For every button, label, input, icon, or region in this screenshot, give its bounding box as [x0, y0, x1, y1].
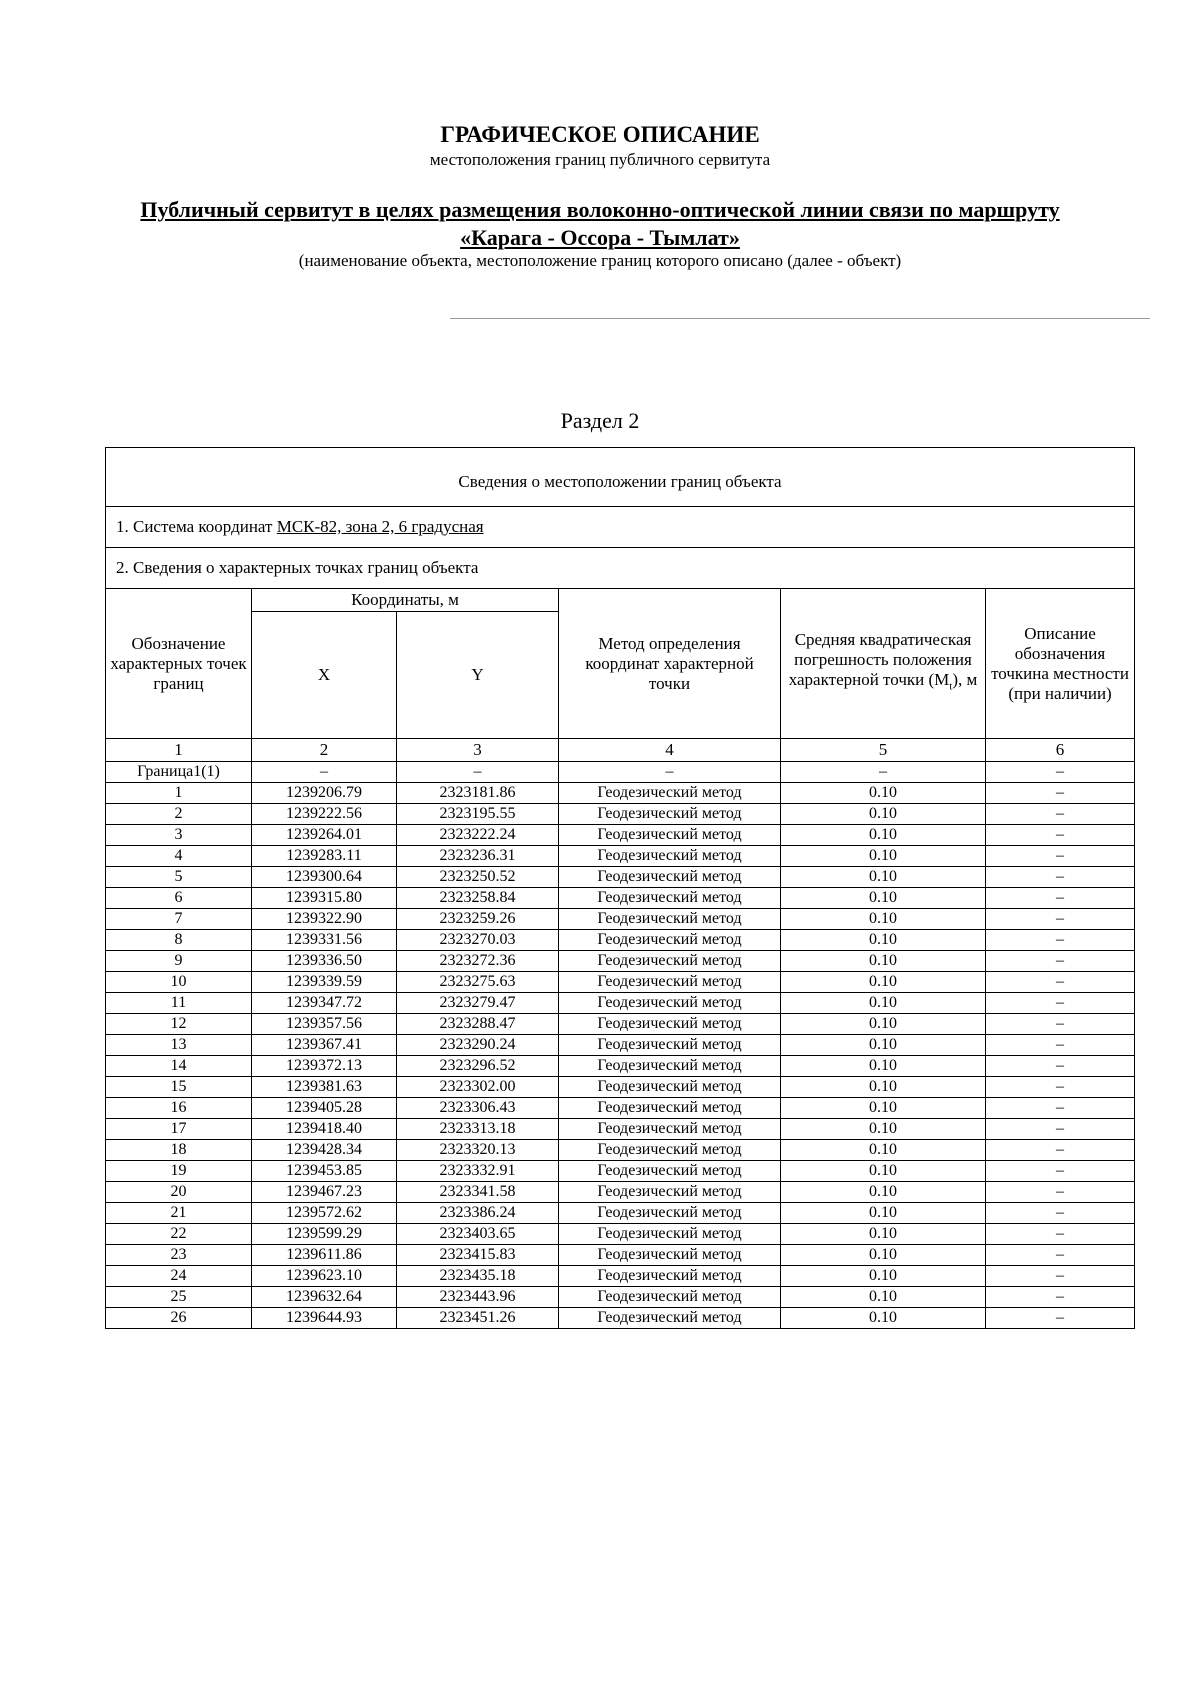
point-id: 6: [106, 888, 252, 909]
boundary-points-table: [105, 447, 1135, 1329]
table-row: [106, 825, 1135, 846]
coord-y: 2323302.00: [397, 1077, 559, 1098]
coord-y: 2323313.18: [397, 1119, 559, 1140]
method: Геодезический метод: [559, 1308, 781, 1329]
method: Геодезический метод: [559, 783, 781, 804]
table-row: [106, 867, 1135, 888]
coord-x: 1239418.40: [252, 1119, 397, 1140]
description: –: [986, 1308, 1135, 1329]
method: Геодезический метод: [559, 888, 781, 909]
coord-x: 1239339.59: [252, 972, 397, 993]
description: –: [986, 909, 1135, 930]
header-coordinates: Координаты, м: [252, 589, 559, 612]
method: Геодезический метод: [559, 972, 781, 993]
description: –: [986, 951, 1135, 972]
coord-x: 1239644.93: [252, 1308, 397, 1329]
table-row: [106, 888, 1135, 909]
error-value: 0.10: [781, 1182, 986, 1203]
coord-x: 1239367.41: [252, 1035, 397, 1056]
table-row: [106, 1266, 1135, 1287]
coord-y: 2323270.03: [397, 930, 559, 951]
document-title: ГРАФИЧЕСКОЕ ОПИСАНИЕ: [440, 122, 760, 147]
coord-y: 2323290.24: [397, 1035, 559, 1056]
method: Геодезический метод: [559, 1140, 781, 1161]
coord-y: 2323259.26: [397, 909, 559, 930]
error-value: 0.10: [781, 951, 986, 972]
coord-x: 1239336.50: [252, 951, 397, 972]
method: Геодезический метод: [559, 1161, 781, 1182]
point-id: 13: [106, 1035, 252, 1056]
table-title: Сведения о местоположении границ объекта: [106, 448, 1135, 507]
method: Геодезический метод: [559, 846, 781, 867]
description: –: [986, 1098, 1135, 1119]
error-value: 0.10: [781, 1203, 986, 1224]
table-row: [106, 1203, 1135, 1224]
table-row: [106, 1308, 1135, 1329]
method: Геодезический метод: [559, 1287, 781, 1308]
object-name-line-1: Публичный сервитут в целях размещения волоконно-оптической линии связи по маршруту: [140, 197, 1060, 222]
description: –: [986, 972, 1135, 993]
method: Геодезический метод: [559, 1203, 781, 1224]
column-number: 6: [986, 739, 1135, 762]
method: Геодезический метод: [559, 993, 781, 1014]
coord-x: 1239632.64: [252, 1287, 397, 1308]
method: Геодезический метод: [559, 930, 781, 951]
method: Геодезический метод: [559, 1014, 781, 1035]
table-row: [106, 951, 1135, 972]
object-name-line-2: «Карага - Оссора - Тымлат»: [460, 225, 740, 250]
coord-y: 2323275.63: [397, 972, 559, 993]
method: Геодезический метод: [559, 804, 781, 825]
coord-y: 2323181.86: [397, 783, 559, 804]
error-value: 0.10: [781, 825, 986, 846]
error-value: 0.10: [781, 804, 986, 825]
coord-y: 2323435.18: [397, 1266, 559, 1287]
description: –: [986, 1119, 1135, 1140]
method: Геодезический метод: [559, 867, 781, 888]
table-row: [106, 1224, 1135, 1245]
table-row: [106, 1035, 1135, 1056]
coord-y: 2323415.83: [397, 1245, 559, 1266]
table-row: [106, 762, 1135, 783]
table-row: [106, 1140, 1135, 1161]
point-id: 20: [106, 1182, 252, 1203]
coord-y: 2323386.24: [397, 1203, 559, 1224]
error-value: 0.10: [781, 1014, 986, 1035]
error-value: 0.10: [781, 1224, 986, 1245]
description: –: [986, 1245, 1135, 1266]
coord-x: 1239572.62: [252, 1203, 397, 1224]
table-row: [106, 930, 1135, 951]
point-id: 22: [106, 1224, 252, 1245]
description: –: [986, 1077, 1135, 1098]
point-id: 23: [106, 1245, 252, 1266]
coord-x: 1239322.90: [252, 909, 397, 930]
table-row: [106, 1182, 1135, 1203]
description: –: [986, 888, 1135, 909]
table-row: [106, 993, 1135, 1014]
coord-x: 1239222.56: [252, 804, 397, 825]
point-id: 14: [106, 1056, 252, 1077]
column-number: 4: [559, 739, 781, 762]
document-subtitle: местоположения границ публичного сервитута: [429, 150, 771, 169]
header-x: X: [252, 612, 397, 739]
coord-y: 2323296.52: [397, 1056, 559, 1077]
coord-x: 1239300.64: [252, 867, 397, 888]
method: Геодезический метод: [559, 1119, 781, 1140]
method: Геодезический метод: [559, 1182, 781, 1203]
coord-x: 1239347.72: [252, 993, 397, 1014]
coord-x: 1239599.29: [252, 1224, 397, 1245]
coord-x: 1239611.86: [252, 1245, 397, 1266]
description: –: [986, 1182, 1135, 1203]
error-value: –: [781, 762, 986, 783]
coord-y: 2323306.43: [397, 1098, 559, 1119]
description: –: [986, 1140, 1135, 1161]
method: Геодезический метод: [559, 951, 781, 972]
coord-y: –: [397, 762, 559, 783]
description: –: [986, 930, 1135, 951]
header-description: Описание обозначения точкина местности (при наличии): [986, 589, 1135, 739]
coord-y: 2323451.26: [397, 1308, 559, 1329]
method: Геодезический метод: [559, 1098, 781, 1119]
description: –: [986, 846, 1135, 867]
coord-x: 1239206.79: [252, 783, 397, 804]
description: –: [986, 993, 1135, 1014]
point-id: 15: [106, 1077, 252, 1098]
error-value: 0.10: [781, 846, 986, 867]
coord-y: 2323279.47: [397, 993, 559, 1014]
error-value: 0.10: [781, 888, 986, 909]
point-id: 18: [106, 1140, 252, 1161]
section-title: Раздел 2: [560, 408, 640, 433]
error-value: 0.10: [781, 783, 986, 804]
header-designation: Обозначение характерных точек границ: [106, 589, 252, 739]
coord-x: 1239357.56: [252, 1014, 397, 1035]
description: –: [986, 804, 1135, 825]
coord-x: 1239381.63: [252, 1077, 397, 1098]
points-heading: 2. Сведения о характерных точках границ объекта: [106, 548, 1135, 589]
description: –: [986, 783, 1135, 804]
error-value: 0.10: [781, 1308, 986, 1329]
error-value: 0.10: [781, 1035, 986, 1056]
description: –: [986, 1161, 1135, 1182]
point-id: 10: [106, 972, 252, 993]
error-value: 0.10: [781, 1077, 986, 1098]
point-id: 24: [106, 1266, 252, 1287]
method: Геодезический метод: [559, 1056, 781, 1077]
object-name: [100, 196, 1100, 252]
table-row: [106, 1161, 1135, 1182]
error-value: 0.10: [781, 972, 986, 993]
error-value: 0.10: [781, 1161, 986, 1182]
description: –: [986, 762, 1135, 783]
header-y: Y: [397, 612, 559, 739]
description: –: [986, 1266, 1135, 1287]
method: Геодезический метод: [559, 1077, 781, 1098]
point-id: 8: [106, 930, 252, 951]
coord-y: 2323222.24: [397, 825, 559, 846]
coord-y: 2323443.96: [397, 1287, 559, 1308]
coord-x: 1239264.01: [252, 825, 397, 846]
method: Геодезический метод: [559, 1224, 781, 1245]
point-id: 21: [106, 1203, 252, 1224]
coord-x: 1239453.85: [252, 1161, 397, 1182]
table-body: [106, 762, 1135, 1329]
table-row: [106, 1245, 1135, 1266]
coord-x: 1239372.13: [252, 1056, 397, 1077]
coord-x: 1239467.23: [252, 1182, 397, 1203]
point-id: 7: [106, 909, 252, 930]
point-id: 4: [106, 846, 252, 867]
table-header: [106, 448, 1135, 762]
coord-x: –: [252, 762, 397, 783]
point-id: 26: [106, 1308, 252, 1329]
description: –: [986, 825, 1135, 846]
description: –: [986, 1224, 1135, 1245]
coord-y: 2323320.13: [397, 1140, 559, 1161]
error-value: 0.10: [781, 1287, 986, 1308]
table-row: [106, 909, 1135, 930]
column-number: 5: [781, 739, 986, 762]
method: Геодезический метод: [559, 909, 781, 930]
object-name-caption: (наименование объекта, местоположение границ которого описано (далее - объект): [298, 251, 902, 270]
coord-y: 2323403.65: [397, 1224, 559, 1245]
point-id: 1: [106, 783, 252, 804]
method: Геодезический метод: [559, 1245, 781, 1266]
coord-y: 2323195.55: [397, 804, 559, 825]
coord-y: 2323341.58: [397, 1182, 559, 1203]
error-value: 0.10: [781, 1245, 986, 1266]
point-id: 11: [106, 993, 252, 1014]
coordinate-system-label: 1. Система координат: [116, 517, 277, 536]
method: Геодезический метод: [559, 1035, 781, 1056]
table-row: [106, 846, 1135, 867]
method: –: [559, 762, 781, 783]
table-row: [106, 1077, 1135, 1098]
description: –: [986, 867, 1135, 888]
column-number: 1: [106, 739, 252, 762]
error-value: 0.10: [781, 1119, 986, 1140]
table-row: [106, 1119, 1135, 1140]
error-value: 0.10: [781, 1266, 986, 1287]
header-error-subscript: t: [949, 680, 953, 693]
signature-line: [450, 318, 1150, 319]
coord-x: 1239315.80: [252, 888, 397, 909]
error-value: 0.10: [781, 1056, 986, 1077]
point-id: 16: [106, 1098, 252, 1119]
description: –: [986, 1287, 1135, 1308]
column-number: 3: [397, 739, 559, 762]
table-row: [106, 783, 1135, 804]
description: –: [986, 1203, 1135, 1224]
point-id: 5: [106, 867, 252, 888]
header-method: Метод определения координат характерной точки: [559, 589, 781, 739]
coord-x: 1239331.56: [252, 930, 397, 951]
error-value: 0.10: [781, 909, 986, 930]
coord-y: 2323332.91: [397, 1161, 559, 1182]
point-id: 3: [106, 825, 252, 846]
header-error: [781, 589, 986, 739]
method: Геодезический метод: [559, 825, 781, 846]
coord-y: 2323272.36: [397, 951, 559, 972]
coord-y: 2323288.47: [397, 1014, 559, 1035]
table-row: [106, 1287, 1135, 1308]
point-id: 25: [106, 1287, 252, 1308]
point-id: Граница1(1): [106, 762, 252, 783]
table-row: [106, 804, 1135, 825]
description: –: [986, 1014, 1135, 1035]
method: Геодезический метод: [559, 1266, 781, 1287]
coord-x: 1239405.28: [252, 1098, 397, 1119]
table-row: [106, 1098, 1135, 1119]
description: –: [986, 1056, 1135, 1077]
error-value: 0.10: [781, 930, 986, 951]
description: –: [986, 1035, 1135, 1056]
error-value: 0.10: [781, 993, 986, 1014]
error-value: 0.10: [781, 1098, 986, 1119]
error-value: 0.10: [781, 867, 986, 888]
point-id: 12: [106, 1014, 252, 1035]
coordinate-system-row: [106, 507, 1135, 548]
coord-y: 2323258.84: [397, 888, 559, 909]
table-row: [106, 1056, 1135, 1077]
coord-y: 2323250.52: [397, 867, 559, 888]
point-id: 9: [106, 951, 252, 972]
table-row: [106, 1014, 1135, 1035]
coord-x: 1239428.34: [252, 1140, 397, 1161]
coordinate-system-value: МСК-82, зона 2, 6 градусная: [276, 517, 484, 536]
error-value: 0.10: [781, 1140, 986, 1161]
point-id: 19: [106, 1161, 252, 1182]
header-error-suffix: ), м: [952, 670, 978, 690]
coord-x: 1239623.10: [252, 1266, 397, 1287]
point-id: 17: [106, 1119, 252, 1140]
column-number: 2: [252, 739, 397, 762]
point-id: 2: [106, 804, 252, 825]
table-row: [106, 972, 1135, 993]
coord-x: 1239283.11: [252, 846, 397, 867]
header-error-text: Средняя квадратическая погрешность положения характерной точки (M: [788, 630, 972, 690]
coord-y: 2323236.31: [397, 846, 559, 867]
